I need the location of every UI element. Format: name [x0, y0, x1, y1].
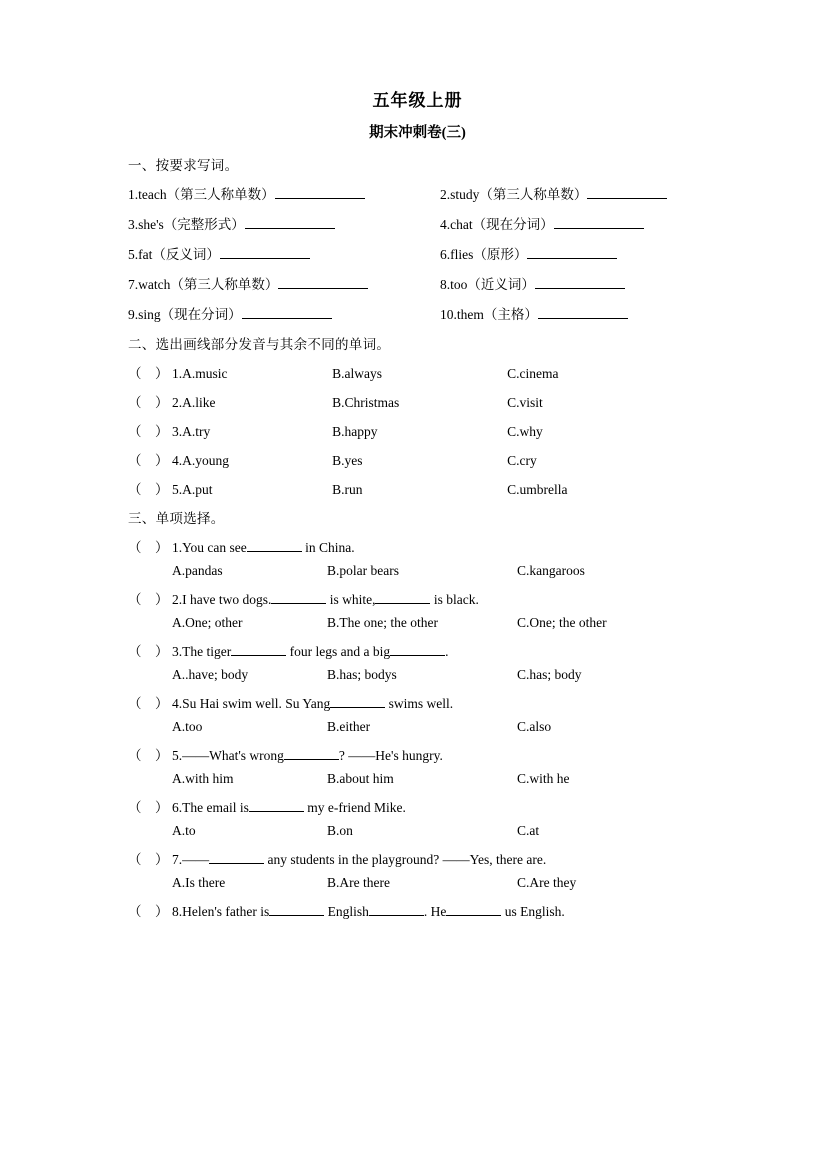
word-form-row	[128, 243, 747, 263]
pronunciation-question: （ ） 5.A.put B.run C.umbrella	[128, 478, 747, 498]
option-b[interactable]: B.The one; the other	[327, 615, 438, 630]
option-c[interactable]: C.with he	[517, 771, 570, 786]
page-subtitle: 期末冲刺卷(三)	[369, 125, 466, 141]
mc-option-row	[128, 823, 747, 839]
section-1-heading: 一、按要求写词。	[128, 158, 239, 173]
answer-blank[interactable]	[269, 902, 324, 916]
option-a[interactable]: A.One; other	[172, 615, 243, 630]
mc-question-stem: （ ） 5.——What's wrong ? ——He's hungry.	[128, 744, 747, 764]
pronunciation-question: （ ） 4.A.young B.yes C.cry	[128, 449, 747, 469]
word-form-item: 4.chat（现在分词）	[440, 213, 644, 233]
word-form-item: 3.she's（完整形式）	[128, 213, 440, 233]
answer-blank[interactable]	[535, 275, 625, 289]
option-a[interactable]: A.to	[172, 823, 196, 838]
mc-question-stem: （ ） 2.I have two dogs. is white, is black.	[128, 588, 747, 608]
answer-paren[interactable]: （ ）	[128, 453, 169, 468]
word-form-item: 7.watch（第三人称单数）	[128, 273, 440, 293]
option-b[interactable]: B.always	[332, 366, 382, 381]
mc-question-stem: （ ） 8.Helen's father is English . He us English.	[128, 900, 747, 920]
option-b[interactable]: B.polar bears	[327, 563, 399, 578]
answer-paren[interactable]: （ ）	[128, 644, 169, 659]
pronunciation-question: （ ） 1.A.music B.always C.cinema	[128, 362, 747, 382]
answer-paren[interactable]: （ ）	[128, 852, 169, 867]
mc-question-stem: （ ） 6.The email is my e-friend Mike.	[128, 796, 747, 816]
section-3-heading: 三、单项选择。	[128, 511, 225, 526]
option-a[interactable]: A.pandas	[172, 563, 223, 578]
word-form-item: 5.fat（反义词）	[128, 243, 440, 263]
option-b[interactable]: B.has; bodys	[327, 667, 397, 682]
word-form-item: 10.them（主格）	[440, 303, 628, 323]
option-c[interactable]: C.One; the other	[517, 615, 607, 630]
word-form-row	[128, 213, 747, 233]
option-a[interactable]: A.like	[182, 395, 216, 410]
answer-paren[interactable]: （ ）	[128, 540, 169, 555]
mc-option-row	[128, 719, 747, 735]
mc-option-row	[128, 615, 747, 631]
option-c[interactable]: C.also	[517, 719, 552, 734]
option-a[interactable]: A.try	[182, 424, 211, 439]
answer-paren[interactable]: （ ）	[128, 366, 169, 381]
answer-blank[interactable]	[284, 746, 339, 760]
pronunciation-question: （ ） 2.A.like B.Christmas C.visit	[128, 391, 747, 411]
answer-paren[interactable]: （ ）	[128, 800, 169, 815]
answer-paren[interactable]: （ ）	[128, 482, 169, 497]
answer-blank[interactable]	[220, 245, 310, 259]
answer-blank[interactable]	[369, 902, 424, 916]
answer-blank[interactable]	[375, 590, 430, 604]
option-c[interactable]: C.kangaroos	[517, 563, 585, 578]
answer-blank[interactable]	[278, 275, 368, 289]
option-c[interactable]: C.why	[507, 424, 543, 439]
answer-paren[interactable]: （ ）	[128, 592, 169, 607]
option-a[interactable]: A.put	[182, 482, 213, 497]
answer-blank[interactable]	[231, 642, 286, 656]
option-b[interactable]: B.about him	[327, 771, 394, 786]
answer-blank[interactable]	[275, 185, 365, 199]
option-b[interactable]: B.yes	[332, 453, 363, 468]
option-a[interactable]: A.Is there	[172, 875, 226, 890]
option-c[interactable]: C.at	[517, 823, 540, 838]
mc-option-row	[128, 875, 747, 891]
word-form-item: 9.sing（现在分词）	[128, 303, 440, 323]
mc-option-row	[128, 563, 747, 579]
option-c[interactable]: C.cry	[507, 453, 537, 468]
mc-question-stem: （ ） 4.Su Hai swim well. Su Yang swims well.	[128, 692, 747, 712]
option-c[interactable]: C.visit	[507, 395, 543, 410]
pronunciation-question: （ ） 3.A.try B.happy C.why	[128, 420, 747, 440]
word-form-item: 1.teach（第三人称单数）	[128, 183, 440, 203]
page-title: 五年级上册	[372, 91, 463, 110]
word-form-row	[128, 273, 747, 293]
mc-question-stem: （ ） 3.The tiger four legs and a big .	[128, 640, 747, 660]
option-c[interactable]: C.cinema	[507, 366, 559, 381]
answer-paren[interactable]: （ ）	[128, 696, 169, 711]
option-b[interactable]: B.happy	[332, 424, 378, 439]
answer-blank[interactable]	[249, 798, 304, 812]
answer-blank[interactable]	[245, 215, 335, 229]
option-c[interactable]: C.Are they	[517, 875, 577, 890]
answer-paren[interactable]: （ ）	[128, 424, 169, 439]
answer-blank[interactable]	[209, 850, 264, 864]
option-b[interactable]: B.Are there	[327, 875, 390, 890]
mc-question-stem: （ ） 1.You can see in China.	[128, 536, 747, 556]
word-form-item: 6.flies（原形）	[440, 243, 617, 263]
option-a[interactable]: A.too	[172, 719, 203, 734]
option-c[interactable]: C.has; body	[517, 667, 582, 682]
mc-option-row	[128, 667, 747, 683]
word-form-item: 8.too（近义词）	[440, 273, 625, 293]
answer-blank[interactable]	[390, 642, 445, 656]
answer-paren[interactable]: （ ）	[128, 395, 169, 410]
word-form-row	[128, 183, 747, 203]
answer-paren[interactable]: （ ）	[128, 748, 169, 763]
option-a[interactable]: A.young	[182, 453, 229, 468]
answer-blank[interactable]	[554, 215, 644, 229]
answer-blank[interactable]	[446, 902, 501, 916]
option-c[interactable]: C.umbrella	[507, 482, 568, 497]
answer-blank[interactable]	[271, 590, 326, 604]
word-form-item: 2.study（第三人称单数）	[440, 183, 667, 203]
word-form-row	[128, 303, 747, 323]
mc-question-stem: （ ） 7.—— any students in the playground? ——Yes, there are.	[128, 848, 747, 868]
answer-blank[interactable]	[247, 538, 302, 552]
option-b[interactable]: B.Christmas	[332, 395, 400, 410]
answer-paren[interactable]: （ ）	[128, 904, 169, 919]
option-b[interactable]: B.either	[327, 719, 371, 734]
option-a[interactable]: A.music	[182, 366, 228, 381]
option-a[interactable]: A..have; body	[172, 667, 249, 682]
option-a[interactable]: A.with him	[172, 771, 234, 786]
answer-blank[interactable]	[587, 185, 667, 199]
answer-blank[interactable]	[242, 305, 332, 319]
mc-option-row	[128, 771, 747, 787]
answer-blank[interactable]	[330, 694, 385, 708]
answer-blank[interactable]	[527, 245, 617, 259]
option-b[interactable]: B.run	[332, 482, 363, 497]
section-2-heading: 二、选出画线部分发音与其余不同的单词。	[128, 337, 391, 352]
option-b[interactable]: B.on	[327, 823, 353, 838]
answer-blank[interactable]	[538, 305, 628, 319]
